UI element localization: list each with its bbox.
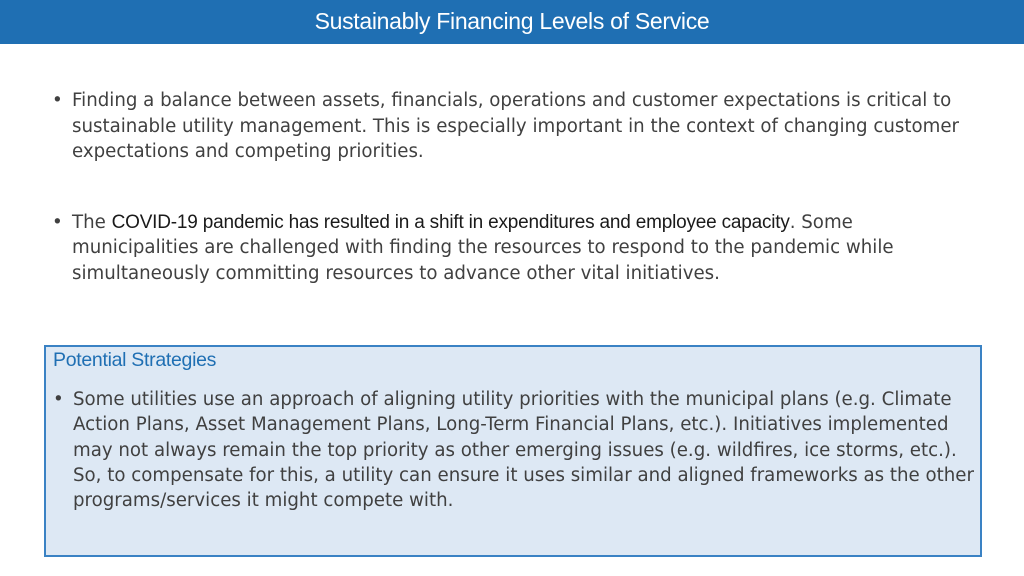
title-bar [0, 0, 1024, 44]
strategy-item [53, 387, 977, 513]
potential-strategies-box [44, 345, 982, 557]
bullet-list [52, 88, 982, 286]
bullet-icon: • [53, 389, 64, 410]
bullet-icon: • [52, 211, 63, 233]
bullet-item-balance [52, 88, 982, 165]
bullet-text: Finding a balance between assets, financials, operations and customer expectations is critical to sustainable utility management. This is especially important in the context of changing customer expectations and competing priorities. [72, 90, 960, 162]
strategies-heading: Potential Strategies [53, 349, 217, 371]
bullet-item-covid [52, 210, 982, 287]
bullet-text-rest: . Some municipalities are challenged with finding the resources to respond to the pandemic while simultaneously committing resources to advance other vital initiatives. [72, 211, 894, 284]
bullet-text-emphasis: COVID-19 pandemic has resulted in a shift in expenditures and employee capacity [111, 211, 790, 233]
strategy-text: Some utilities use an approach of aligning utility priorities with the municipal plans (e.g. Climate Action Plans, Asset Management Plans, Long-Term Financial Plans, etc.). Initiatives implemented may not always remain the top priority as other emerging issues (e.g. wildfires, ice storms, etc.). So, to compensate for this, a utility can ensure it uses similar and aligned frameworks as the other programs/services it might compete with. [73, 389, 974, 512]
bullet-text-prefix: The [72, 211, 112, 233]
bullet-icon: • [52, 90, 63, 111]
slide-title: Sustainably Financing Levels of Service [314, 7, 710, 34]
